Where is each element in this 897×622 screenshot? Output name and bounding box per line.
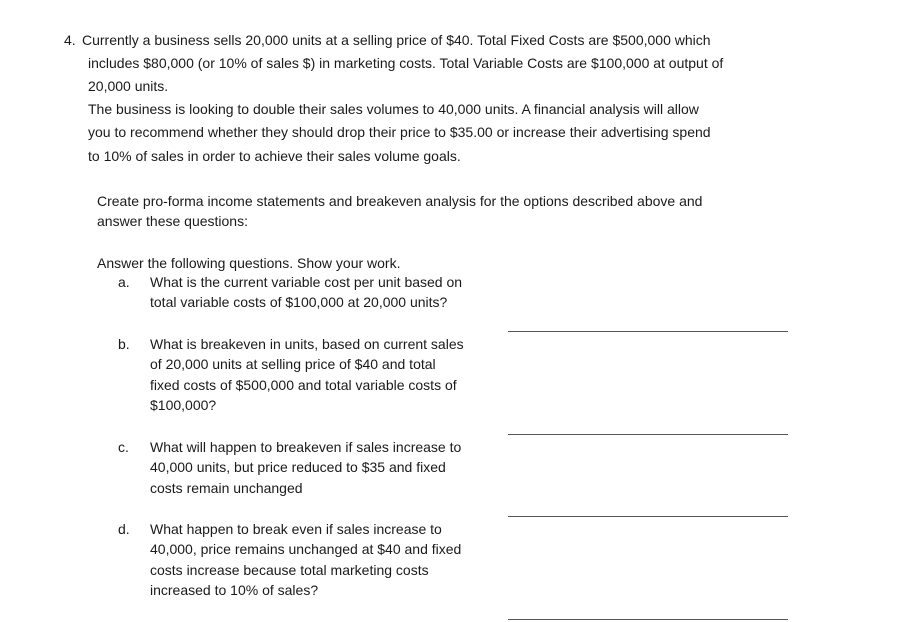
question-line: of 20,000 units at selling price of $40 and total [150, 356, 436, 372]
question-line: What happen to break even if sales increase to [150, 521, 442, 537]
question-line: What is breakeven in units, based on current sales [150, 336, 464, 352]
question-line: increased to 10% of sales? [150, 582, 319, 598]
task-line: Create pro-forma income statements and breakeven analysis for the options described above and [97, 193, 703, 209]
question-line: costs remain unchanged [150, 480, 303, 496]
intro-line: includes $80,000 (or 10% of sales $) in marketing costs. Total Variable Costs are $100,000 at output of [88, 55, 724, 71]
answer-line-c[interactable] [508, 516, 788, 517]
question-line: What is the current variable cost per unit based on [150, 274, 463, 290]
intro-line: 20,000 units. [88, 78, 169, 94]
problem-number: 4. [64, 32, 76, 48]
question-line: total variable costs of $100,000 at 20,000 units? [150, 294, 448, 310]
question-line: 40,000, price remains unchanged at $40 and fixed [150, 541, 462, 557]
question-letter: d. [118, 521, 130, 537]
task-line: answer these questions: [97, 213, 248, 229]
question-line: costs increase because total marketing costs [150, 562, 429, 578]
question-line: $100,000? [150, 397, 217, 413]
intro-line: you to recommend whether they should drop their price to $35.00 or increase their advertising spend [88, 124, 711, 140]
answer-line-a[interactable] [508, 331, 788, 332]
instruction: Answer the following questions. Show your work. [97, 255, 401, 271]
question-letter: c. [118, 439, 129, 455]
answer-line-b[interactable] [508, 434, 788, 435]
question-line: What will happen to breakeven if sales increase to [150, 439, 462, 455]
question-line: 40,000 units, but price reduced to $35 and fixed [150, 459, 446, 475]
intro-line: to 10% of sales in order to achieve their sales volume goals. [88, 148, 461, 164]
question-line: fixed costs of $500,000 and total variable costs of [150, 377, 457, 393]
intro-line: The business is looking to double their sales volumes to 40,000 units. A financial analysis will allow [88, 101, 699, 117]
question-letter: a. [118, 274, 130, 290]
question-letter: b. [118, 336, 130, 352]
answer-line-d[interactable] [508, 619, 788, 620]
intro-line: Currently a business sells 20,000 units at a selling price of $40. Total Fixed Costs are $500,000 which [82, 32, 711, 48]
